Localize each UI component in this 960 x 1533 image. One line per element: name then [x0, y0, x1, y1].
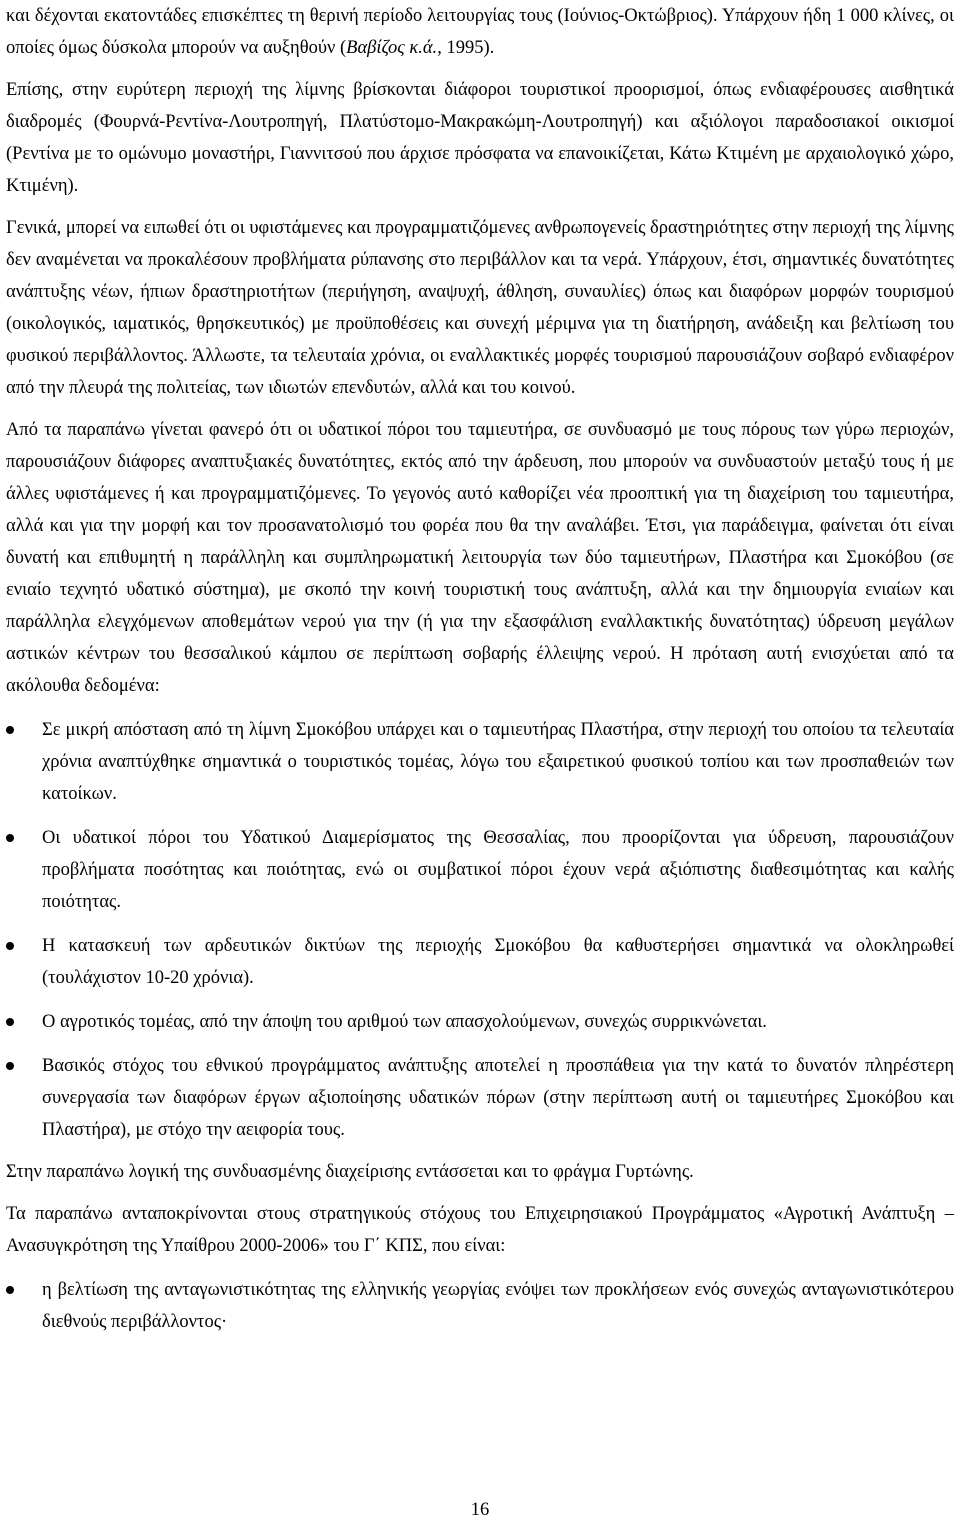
bullet-list-2: [6, 1274, 954, 1338]
paragraph-5: Στην παραπάνω λογική της συνδυασμένης διαχείρισης εντάσσεται και το φράγμα Γυρτώνης.: [6, 1162, 694, 1182]
citation-year: , 1995).: [437, 38, 495, 58]
list-item-text: Σε μικρή απόσταση από τη λίμνη Σμοκόβου υπάρχει και ο ταμιευτήρας Πλαστήρα, στην περιοχή του οποίου τα τελευταία χρόνια αναπτύχθηκε σημαντικά ο τουριστικός τομέας, λόγω του εξαιρετικού φυσικού τοπίου και των προσπαθειών των κατοίκων.: [42, 720, 954, 804]
list-item-text: Βασικός στόχος του εθνικού προγράμματος ανάπτυξης αποτελεί η προσπάθεια για την κατά το δυνατόν πληρέστερη συνεργασία των διαφόρων έργων αξιοποίησης υδατικών πόρων (στην περίπτωση αυτή οι ταμιευτήρες Σμοκόβου και Πλαστήρα), με στόχο την αειφορία τους.: [42, 1056, 954, 1140]
list-item-text: Ο αγροτικός τομέας, από την άποψη του αριθμού των απασχολούμενων, συνεχώς συρρικνώνεται.: [42, 1012, 767, 1032]
paragraph-1: [6, 0, 954, 64]
list-item-text: Οι υδατικοί πόροι του Υδατικού Διαμερίσματος της Θεσσαλίας, που προορίζονται για ύδρευση, παρουσιάζουν προβλήματα ποσότητας και ποιότητας, ενώ οι συμβατικοί πόροι έχουν νερά αξιόπιστης διαθεσιμότητας και καλής ποιότητας.: [42, 828, 954, 912]
list-item-text: η βελτίωση της ανταγωνιστικότητας της ελληνικής γεωργίας ενόψει των προκλήσεων ενός συνεχώς ανταγωνιστικότερου διεθνούς περιβάλλοντος·: [42, 1280, 954, 1332]
bullet-icon: [6, 942, 14, 950]
list-item: [6, 1050, 954, 1146]
list-item: [6, 822, 954, 918]
paragraph-2: Επίσης, στην ευρύτερη περιοχή της λίμνης βρίσκονται διάφοροι τουριστικοί προορισμοί, όπως ενδιαφέρουσες αισθητικά διαδρομές (Φουρνά-Ρεντίνα-Λουτροπηγή, Πλατύστομο-Μακρακώμη-Λουτροπηγή) και αξιόλογοι παραδοσιακοί οικισμοί (Ρεντίνα με το ομώνυμο μοναστήρι, Γιαννιτσού που άρχισε πρόσφατα να επανοικίζεται, Κάτω Κτιμένη με αρχαιολογικό χώρο, Κτιμένη).: [6, 80, 954, 196]
bullet-icon: [6, 834, 14, 842]
bullet-list-1: [6, 714, 954, 1146]
list-item-text: Η κατασκευή των αρδευτικών δικτύων της περιοχής Σμοκόβου θα καθυστερήσει σημαντικά να ολοκληρωθεί (τουλάχιστον 10-20 χρόνια).: [42, 936, 954, 988]
paragraph-4: Από τα παραπάνω γίνεται φανερό ότι οι υδατικοί πόροι του ταμιευτήρα, σε συνδυασμό με τους πόρους των γύρω περιοχών, παρουσιάζουν διάφορες αναπτυξιακές δυνατότητες, εκτός από την άρδευση, που μπορούν να συνδυαστούν μεταξύ τους ή με άλλες υφιστάμενες ή και προγραμματιζόμενες. Το γεγονός αυτό καθορίζει νέα προοπτική για τη διαχείριση του ταμιευτήρα, αλλά και για την μορφή και τον προσανατολισμό του φορέα που θα την αναλάβει. Έτσι, για παράδειγμα, φαίνεται ότι είναι δυνατή και επιθυμητή η παράλληλη και συμπληρωματική λειτουργία των δύο ταμιευτήρων, Πλαστήρα και Σμοκόβου (σε ενιαίο τεχνητό υδατικό σύστημα), με σκοπό την κοινή τουριστική τους ανάπτυξη, αλλά και την δημιουργία ενιαίων και παράλληλα ελεγχόμενων αποθεμάτων νερού για την (ή για την εξασφάλιση εναλλακτικής δυνατότητας) ύδρευση μεγάλων αστικών κέντρων του θεσσαλικού κάμπου σε περίπτωση σοβαρής έλλειψης νερού. Η πρόταση αυτή ενισχύεται από τα ακόλουθα δεδομένα:: [6, 420, 954, 696]
document-page: [6, 0, 954, 1338]
list-item: [6, 1274, 954, 1338]
bullet-icon: [6, 1286, 14, 1294]
list-item: [6, 930, 954, 994]
list-item: [6, 1006, 954, 1038]
paragraph-1-text: και δέχονται εκατοντάδες επισκέπτες τη θερινή περίοδο λειτουργίας τους (Ιούνιος-Οκτώβριος). Υπάρχουν ήδη 1 000 κλίνες, οι οποίες όμως δύσκολα μπορούν να αυξηθούν (: [6, 6, 954, 58]
paragraph-3: Γενικά, μπορεί να ειπωθεί ότι οι υφιστάμενες και προγραμματιζόμενες ανθρωπογενείς δραστηριότητες στην περιοχή της λίμνης δεν αναμένεται να προκαλέσουν προβλήματα ρύπανσης στο περιβάλλον και τα νερά. Υπάρχουν, έτσι, σημαντικές δυνατότητες ανάπτυξης νέων, ήπιων δραστηριοτήτων (περιήγηση, αναψυχή, άθληση, συναυλίες) όπως και διαφόρων μορφών τουρισμού (οικολογικός, ιαματικός, θρησκευτικός) με προϋποθέσεις και συνεχή μέριμνα για τη διατήρηση, ανάδειξη και βελτίωση του φυσικού περιβάλλοντος. Άλλωστε, τα τελευταία χρόνια, οι εναλλακτικές μορφές τουρισμού παρουσιάζουν σοβαρό ενδιαφέρον από την πλευρά της πολιτείας, των ιδιωτών επενδυτών, αλλά και του κοινού.: [6, 218, 954, 398]
bullet-icon: [6, 1062, 14, 1070]
list-item: [6, 714, 954, 810]
page-number: 16: [470, 1500, 490, 1520]
bullet-icon: [6, 726, 14, 734]
bullet-icon: [6, 1018, 14, 1026]
citation-authors: Βαβίζος κ.ά.: [346, 38, 438, 58]
paragraph-6: Τα παραπάνω ανταποκρίνονται στους στρατηγικούς στόχους του Επιχειρησιακού Προγράμματος «Αγροτική Ανάπτυξη – Ανασυγκρότηση της Υπαίθρου 2000-2006» του Γ΄ ΚΠΣ, που είναι:: [6, 1204, 954, 1256]
